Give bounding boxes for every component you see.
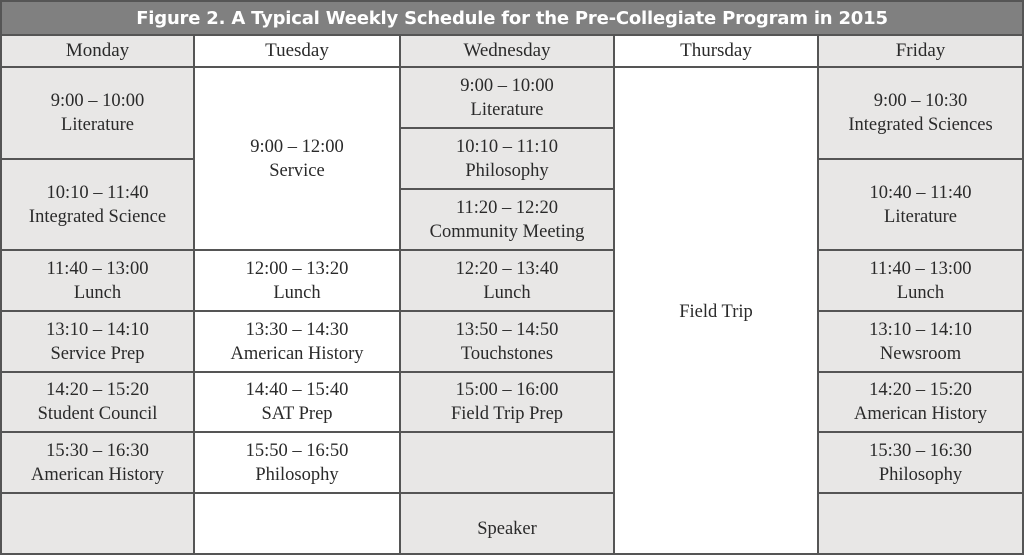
day-header-wednesday [401,36,615,68]
slot-time: 10:10 – 11:40 [46,182,149,203]
slot-time: 9:00 – 10:00 [460,75,554,96]
slot-activity: Philosophy [255,464,339,485]
schedule-slot [819,68,1022,160]
slot-activity: American History [230,343,364,364]
slot-activity: Community Meeting [429,221,585,242]
schedule-slot [819,373,1022,433]
slot-time: 11:20 – 12:20 [455,197,559,218]
slot-activity: Lunch [273,282,321,303]
schedule-slot [819,160,1022,251]
slot-time: 11:40 – 13:00 [869,258,972,279]
slot-activity: Lunch [483,282,531,303]
schedule-slot [401,129,615,190]
slot-time: 10:10 – 11:10 [455,136,559,157]
slot-time: 14:20 – 15:20 [869,380,972,400]
day-label: Monday [65,40,130,61]
slot-time: 9:00 – 10:00 [50,91,145,111]
day-header-tuesday [195,36,401,68]
schedule-slot [2,494,195,553]
schedule-slot [401,494,615,553]
schedule-slot [401,251,615,312]
slot-activity: Newsroom [879,343,962,364]
schedule-slot [401,433,615,494]
day-label: Thursday [680,40,752,61]
slot-activity: Student Council [37,404,158,424]
schedule-slot [195,494,401,553]
slot-activity: Literature [61,115,134,135]
slot-time: 15:00 – 16:00 [455,380,559,400]
slot-time: 12:00 – 13:20 [245,258,349,279]
schedule-slot [819,251,1022,312]
day-label: Friday [895,40,946,61]
slot-activity: Service Prep [50,343,145,364]
slot-activity: Philosophy [878,464,963,485]
slot-activity: SAT Prep [261,404,333,424]
slot-time: 12:20 – 13:40 [455,258,559,279]
day-header-thursday [615,36,819,68]
schedule-slot [2,433,195,494]
schedule-slot [195,251,401,312]
slot-activity: Touchstones [460,343,554,364]
schedule-slot [615,68,819,553]
schedule-slot [195,373,401,433]
schedule-slot [195,433,401,494]
slot-time: 11:40 – 13:00 [46,258,149,279]
slot-time: 14:20 – 15:20 [46,380,149,400]
schedule-slot [2,312,195,373]
slot-activity: Integrated Science [28,206,167,227]
schedule-slot [2,251,195,312]
schedule-slot [401,190,615,251]
schedule-slot [195,312,401,373]
schedule-slot [401,312,615,373]
day-header-monday [2,36,195,68]
slot-activity: Literature [884,206,957,227]
schedule-slot [2,68,195,160]
slot-activity: Lunch [896,282,945,303]
slot-activity: Lunch [73,282,122,303]
slot-time: 15:30 – 16:30 [46,440,149,461]
slot-time: 10:40 – 11:40 [869,182,972,203]
schedule-slot [401,373,615,433]
slot-time: 13:50 – 14:50 [455,319,559,340]
slot-time: 13:10 – 14:10 [869,319,972,340]
slot-activity: Integrated Sciences [848,115,993,135]
schedule-slot [2,373,195,433]
slot-time: 15:30 – 16:30 [869,440,972,461]
slot-activity: Field Trip Prep [450,404,564,424]
slot-time: 15:50 – 16:50 [245,440,349,461]
slot-activity: American History [30,464,165,485]
slot-time: 13:10 – 14:10 [46,319,149,340]
slot-time: 14:40 – 15:40 [245,380,349,400]
schedule-slot [2,160,195,251]
schedule-slot [819,433,1022,494]
slot-activity: Service [269,160,325,181]
day-label: Wednesday [463,40,551,61]
schedule-slot [819,312,1022,373]
slot-time: 9:00 – 10:30 [873,91,968,111]
slot-time: 9:00 – 12:00 [250,136,344,157]
slot-time: 13:30 – 14:30 [245,319,349,340]
schedule-slot [819,494,1022,553]
slot-activity: Speaker [477,518,537,539]
slot-activity: Philosophy [465,160,549,181]
figure-title: Figure 2. A Typical Weekly Schedule for the Pre-Collegiate Program in 2015 [2,2,1022,36]
day-label: Tuesday [265,40,329,61]
slot-activity: Field Trip [679,302,753,322]
day-header-friday [819,36,1022,68]
slot-activity: American History [853,404,988,424]
schedule-slot [401,68,615,129]
slot-activity: Literature [470,99,544,120]
schedule-slot [195,68,401,251]
